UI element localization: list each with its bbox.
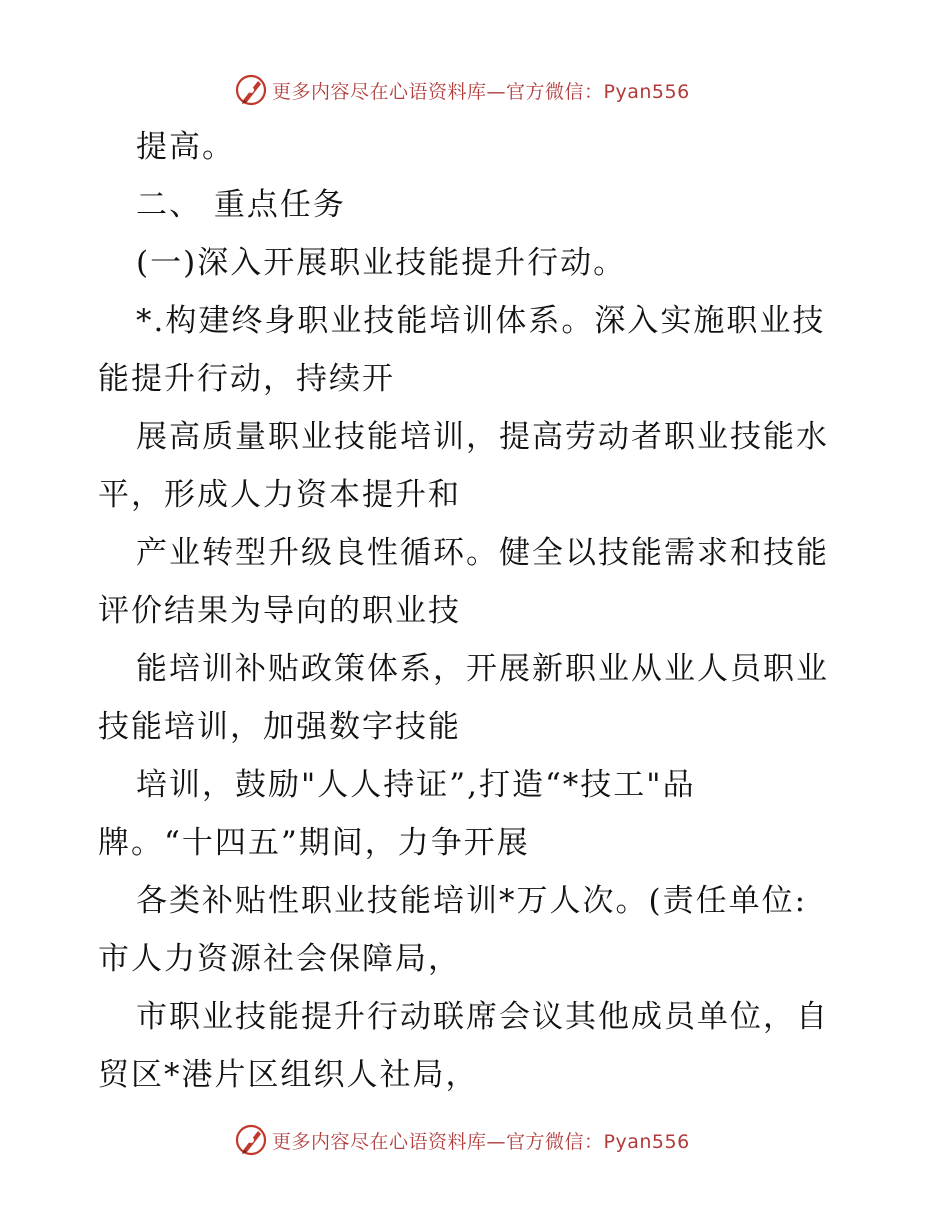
body-line: 技能培训，加强数字技能 [98, 709, 461, 745]
body-line: 牌。“十四五”期间，力争开展 [98, 825, 530, 861]
body-line: 提高。 [136, 129, 235, 165]
body-line: 展高质量职业技能培训，提高劳动者职业技能水 [136, 419, 829, 455]
header-promo-text: 更多内容尽在心语资料库—官方微信：Pyan556 [272, 80, 690, 103]
body-line: 平，形成人力资本提升和 [98, 477, 461, 513]
body-line: 能提升行动，持续开 [98, 361, 395, 397]
body-line: *.构建终身职业技能培训体系。深入实施职业技 [136, 303, 826, 339]
footer-promo-text: 更多内容尽在心语资料库—官方微信：Pyan556 [272, 1130, 690, 1153]
body-line: 评价结果为导向的职业技 [98, 593, 461, 629]
body-line: 产业转型升级良性循环。健全以技能需求和技能 [136, 535, 829, 571]
body-line: 能培训补贴政策体系，开展新职业从业人员职业 [136, 651, 829, 687]
body-line: 市职业技能提升行动联席会议其他成员单位，自 [136, 999, 829, 1035]
subsection-heading: (一)深入开展职业技能提升行动。 [136, 245, 627, 281]
body-line: 市人力资源社会保障局， [98, 941, 461, 977]
header-banner [0, 70, 950, 110]
red-pen-logo-icon [234, 73, 268, 107]
red-pen-logo-icon [234, 1123, 268, 1157]
body-line: 培训，鼓励"人人持证”,打造“*技工"品 [136, 767, 696, 803]
body-line: 贸区*港片区组织人社局， [98, 1057, 479, 1093]
section-heading: 二、 重点任务 [136, 187, 346, 223]
body-line: 各类补贴性职业技能培训*万人次。(责任单位: [136, 883, 808, 919]
footer-banner [0, 1120, 950, 1160]
